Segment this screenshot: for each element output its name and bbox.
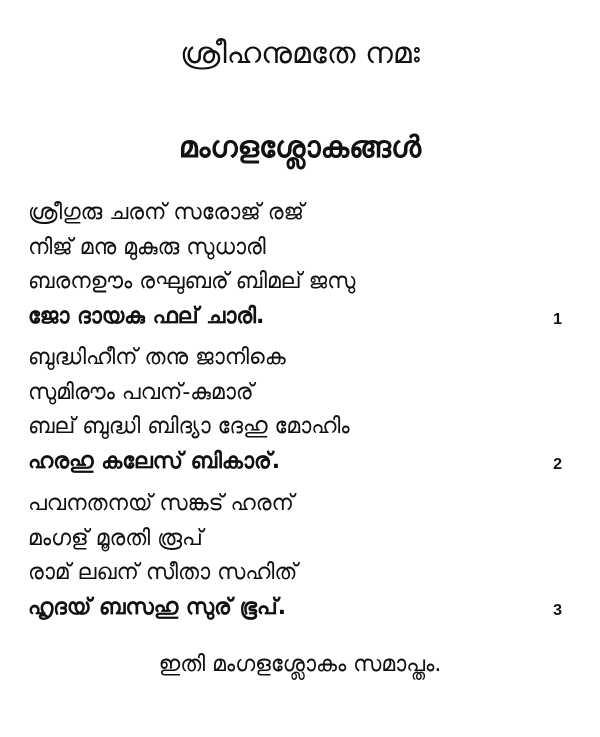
section-heading: മംഗളശ്ലോകങ്ങൾ — [178, 130, 422, 165]
verse-line: ബല് ബുദ്ധി ബിദ്യാ ദേഹു മോഹിം — [28, 414, 350, 439]
verse-stanza-2 — [28, 341, 568, 479]
verse-line: സുമിരൗം പവന്-കുമാര് — [28, 379, 254, 405]
verse-line: പവനതനയ് സങ്കട് ഹരന് — [28, 491, 294, 516]
verse-line: രാമ് ലഖന് സീതാ സഹിത് — [28, 560, 298, 585]
verse-line: ജോ ദായകു ഫല് ചാരി. — [28, 303, 265, 329]
verse-line: ഹരഹു കലേസ് ബികാര്. — [28, 448, 281, 474]
verse-line: ബരനഊം രഘുബര് ബിമല് ജസു — [28, 269, 356, 294]
verse-line: ഹൃദയ് ബസഹു സുര് ഭൂപ്. — [28, 594, 287, 620]
verse-stanza-1 — [28, 196, 568, 334]
closing-line: ഇതി മംഗളശ്ലോകം സമാപ്തം. — [158, 652, 442, 677]
verse-line: മംഗള് മൂരതി രൂപ് — [28, 525, 203, 551]
verse-line: നിജ് മനു മുകുരു സുധാരി — [28, 234, 266, 260]
page-title: ശ്രീഹനുമതേ നമഃ — [180, 36, 420, 71]
verse-number: 3 — [553, 602, 562, 619]
verse-line: ശ്രീഗുരു ചരന് സരോജ് രജ് — [28, 200, 304, 225]
verse-number: 1 — [553, 311, 562, 328]
verse-line: ബുദ്ധിഹീന് തനു ജാനികെ — [28, 345, 286, 370]
verse-stanza-3 — [28, 487, 568, 625]
verse-number: 2 — [553, 456, 562, 473]
